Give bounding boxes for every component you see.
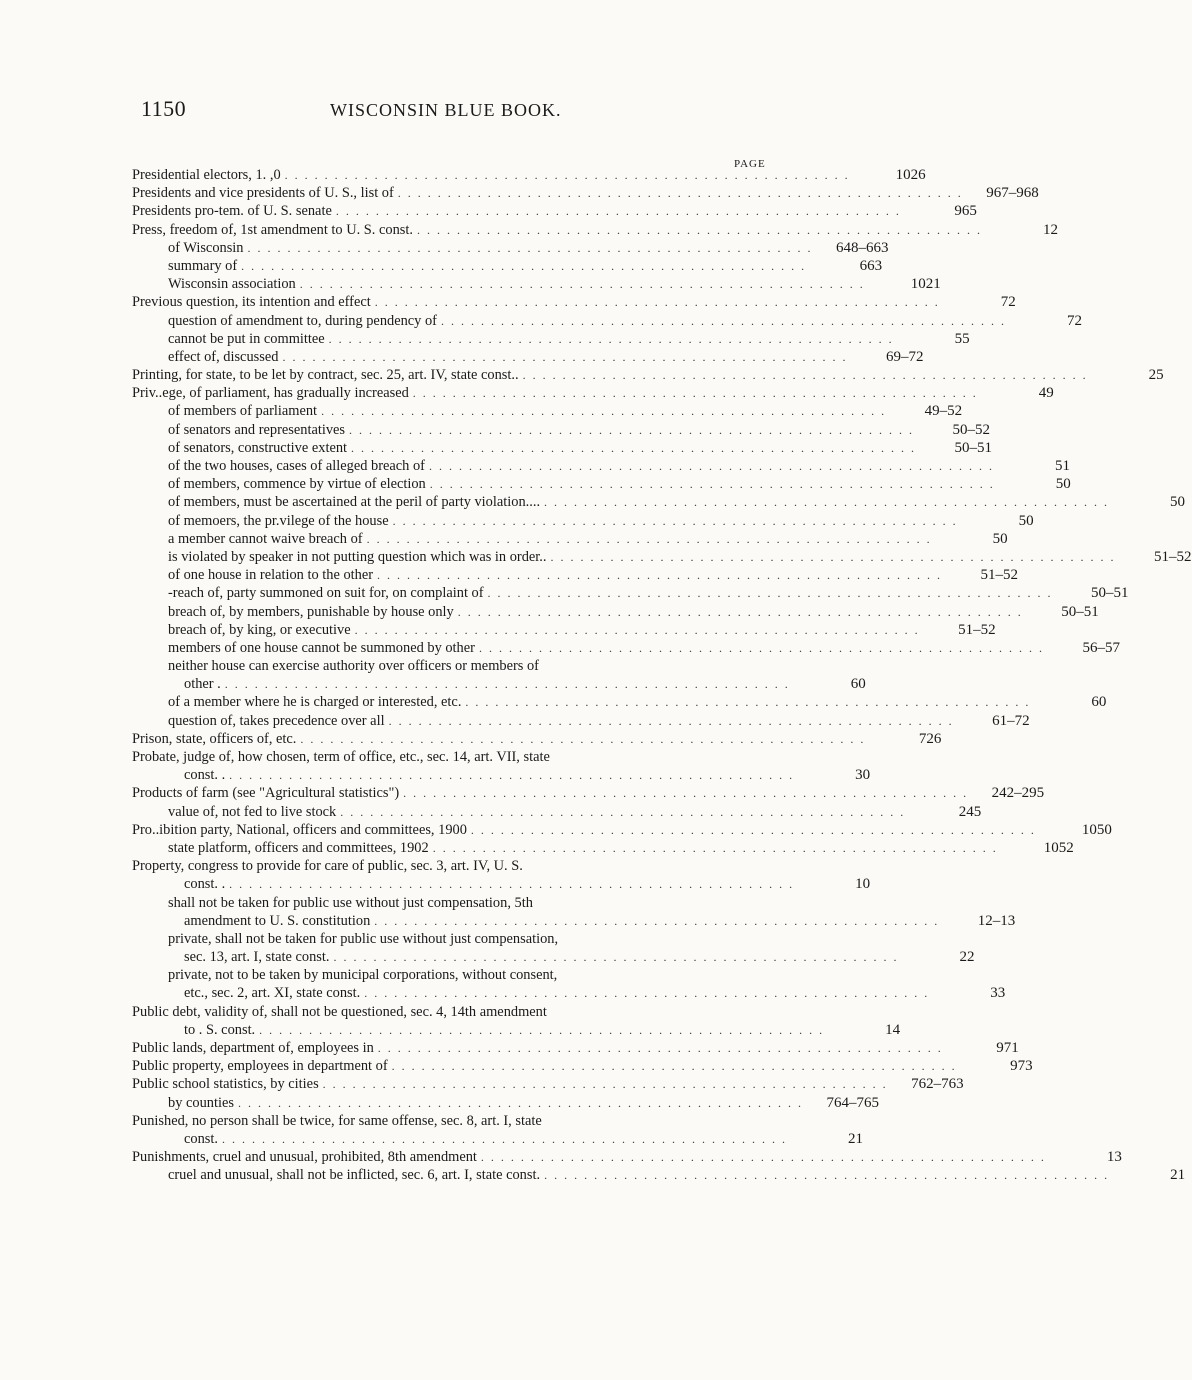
entry-text: const. . bbox=[184, 767, 226, 784]
index-entry bbox=[132, 712, 1030, 730]
entry-text: Presidents pro-tem. of U. S. senate bbox=[132, 203, 332, 220]
index-entry bbox=[132, 257, 883, 275]
entry-text: of senators and representatives bbox=[168, 421, 346, 438]
dot-leader: . . . . . . . . . . . . . . . . . . . . . . . . . . . . . . . . . . . . . . . . . . . . . . . . . . . . . . . . . bbox=[229, 877, 795, 892]
dot-leader: . . . . . . . . . . . . . . . . . . . . . . . . . . . . . . . . . . . . . . . . . . . . . . . . . . . . . . . . . bbox=[282, 349, 848, 364]
entry-text: of members, commence by virtue of election bbox=[168, 476, 426, 493]
dot-leader: . . . . . . . . . . . . . . . . . . . . . . . . . . . . . . . . . . . . . . . . . . . . . . . . . . . . . . . . . bbox=[470, 822, 1036, 837]
entry-text: Probate, judge of, how chosen, term of office, etc., sec. 14, art. VII, state bbox=[132, 749, 550, 765]
index-entry bbox=[132, 784, 1045, 802]
entry-page: 12–13 bbox=[977, 912, 1016, 929]
entry-text: cruel and unusual, shall not be inflicted, sec. 6, art. I, state const. bbox=[168, 1167, 541, 1184]
entry-text: cannot be put in committee bbox=[168, 330, 325, 347]
entry-text: const. . bbox=[184, 876, 226, 893]
entry-text: is violated by speaker in not putting question which was in order.. bbox=[168, 548, 547, 565]
index-entry bbox=[132, 1130, 863, 1148]
entry-page: 1026 bbox=[895, 167, 926, 183]
entry-text: by counties bbox=[168, 1094, 234, 1111]
page-column-label: PAGE bbox=[734, 158, 766, 170]
entry-page: 55 bbox=[954, 330, 970, 347]
entry-text: question of amendment to, during pendency of bbox=[168, 312, 437, 329]
entry-text: Public property, employees in department of bbox=[132, 1058, 388, 1075]
entry-text: shall not be taken for public use without just compensation, 5th bbox=[168, 894, 533, 911]
index-entry bbox=[132, 439, 993, 457]
dot-leader: . . . . . . . . . . . . . . . . . . . . . . . . . . . . . . . . . . . . . . . . . . . . . . . . . . . . . . . . . bbox=[351, 440, 917, 455]
index-entry bbox=[132, 239, 889, 257]
dot-leader: . . . . . . . . . . . . . . . . . . . . . . . . . . . . . . . . . . . . . . . . . . . . . . . . . . . . . . . . . bbox=[322, 1077, 888, 1092]
index-entry bbox=[132, 1166, 1186, 1184]
entry-page: 971 bbox=[996, 1040, 1019, 1056]
dot-leader: . . . . . . . . . . . . . . . . . . . . . . . . . . . . . . . . . . . . . . . . . . . . . . . . . . . . . . . . . bbox=[354, 622, 920, 637]
dot-leader: . . . . . . . . . . . . . . . . . . . . . . . . . . . . . . . . . . . . . . . . . . . . . . . . . . . . . . . . . bbox=[224, 677, 790, 692]
entry-text: sec. 13, art. I, state const. bbox=[184, 949, 330, 966]
entry-page: 13 bbox=[1106, 1149, 1122, 1166]
entry-text: members of one house cannot be summoned by other bbox=[168, 639, 475, 656]
dot-leader: . . . . . . . . . . . . . . . . . . . . . . . . . . . . . . . . . . . . . . . . . . . . . . . . . . . . . . . . . bbox=[349, 422, 915, 437]
entry-page: 973 bbox=[1010, 1058, 1033, 1075]
dot-leader: . . . . . . . . . . . . . . . . . . . . . . . . . . . . . . . . . . . . . . . . . . . . . . . . . . . . . . . . . bbox=[321, 404, 887, 419]
dot-leader: . . . . . . . . . . . . . . . . . . . . . . . . . . . . . . . . . . . . . . . . . . . . . . . . . . . . . . . . . bbox=[487, 586, 1053, 601]
entry-page: 30 bbox=[855, 767, 871, 784]
entry-text: Previous question, its intention and effect bbox=[132, 294, 371, 311]
entry-text: of senators, constructive extent bbox=[168, 439, 348, 456]
entry-page: 60 bbox=[1091, 694, 1107, 711]
entry-text: of the two houses, cases of alleged breach of bbox=[168, 458, 425, 474]
entry-text: breach of, by members, punishable by house only bbox=[168, 603, 454, 620]
entry-page: 22 bbox=[959, 949, 975, 966]
dot-leader: . . . . . . . . . . . . . . . . . . . . . . . . . . . . . . . . . . . . . . . . . . . . . . . . . . . . . . . . . bbox=[550, 549, 1116, 564]
index-entry bbox=[132, 1057, 1033, 1075]
dot-leader: . . . . . . . . . . . . . . . . . . . . . . . . . . . . . . . . . . . . . . . . . . . . . . . . . . . . . . . . . bbox=[428, 459, 994, 473]
entry-page: 51–52 bbox=[980, 567, 1019, 584]
entry-text: Products of farm (see "Agricultural statistics") bbox=[132, 785, 400, 802]
index-entry bbox=[132, 221, 1058, 239]
index-entry bbox=[132, 803, 982, 821]
entry-text: other . bbox=[184, 676, 221, 693]
entry-page: 72 bbox=[1000, 294, 1016, 311]
entry-page: 50–52 bbox=[952, 421, 991, 438]
entry-text: Wisconsin association bbox=[168, 276, 296, 293]
entry-text: -reach of, party summoned on suit for, on complaint of bbox=[168, 585, 484, 602]
entry-text: amendment to U. S. constitution bbox=[184, 912, 371, 929]
dot-leader: . . . . . . . . . . . . . . . . . . . . . . . . . . . . . . . . . . . . . . . . . . . . . . . . . . . . . . . . . bbox=[544, 495, 1110, 510]
index-list bbox=[132, 166, 1192, 1185]
index-entry bbox=[132, 821, 1112, 839]
dot-leader: . . . . . . . . . . . . . . . . . . . . . . . . . . . . . . . . . . . . . . . . . . . . . . . . . . . . . . . . . bbox=[300, 731, 866, 746]
dot-leader: . . . . . . . . . . . . . . . . . . . . . . . . . . . . . . . . . . . . . . . . . . . . . . . . . . . . . . . . . bbox=[335, 204, 901, 219]
entry-text: of members, must be ascertained at the peril of party violation.... bbox=[168, 494, 541, 511]
entry-text: etc., sec. 2, art. XI, state const. bbox=[184, 985, 361, 1002]
entry-page: 51–52 bbox=[1154, 548, 1192, 565]
entry-text: Public lands, department of, employees in bbox=[132, 1040, 374, 1056]
entry-text: const. bbox=[184, 1130, 218, 1147]
index-entry bbox=[132, 839, 1074, 857]
entry-page: 762–763 bbox=[911, 1076, 964, 1093]
entry-text: of memoers, the pr.vilege of the house bbox=[168, 512, 389, 529]
index-entry bbox=[132, 1094, 879, 1112]
entry-page: 50 bbox=[1055, 476, 1071, 493]
entry-text: a member cannot waive breach of bbox=[168, 530, 363, 547]
entry-page: 648–663 bbox=[836, 239, 889, 256]
index-entry bbox=[132, 603, 1099, 621]
dot-leader: . . . . . . . . . . . . . . . . . . . . . . . . . . . . . . . . . . . . . . . . . . . . . . . . . . . . . . . . . bbox=[259, 1022, 825, 1037]
dot-leader: . . . . . . . . . . . . . . . . . . . . . . . . . . . . . . . . . . . . . . . . . . . . . . . . . . . . . . . . . bbox=[457, 604, 1023, 619]
index-entry bbox=[132, 1148, 1122, 1166]
index-entry bbox=[132, 1021, 901, 1039]
dot-leader: . . . . . . . . . . . . . . . . . . . . . . . . . . . . . . . . . . . . . . . . . . . . . . . . . . . . . . . . . bbox=[247, 240, 813, 255]
entry-text: Presidents and vice presidents of U. S., list of bbox=[132, 185, 394, 202]
dot-leader: . . . . . . . . . . . . . . . . . . . . . . . . . . . . . . . . . . . . . . . . . . . . . . . . . . . . . . . . . bbox=[374, 913, 940, 928]
dot-leader: . . . . . . . . . . . . . . . . . . . . . . . . . . . . . . . . . . . . . . . . . . . . . . . . . . . . . . . . . bbox=[412, 386, 978, 401]
index-entry bbox=[132, 493, 1186, 511]
index-entry bbox=[132, 730, 942, 748]
dot-leader: . . . . . . . . . . . . . . . . . . . . . . . . . . . . . . . . . . . . . . . . . . . . . . . . . . . . . . . . . bbox=[432, 840, 998, 855]
index-entry bbox=[132, 293, 1016, 311]
entry-page: 50–51 bbox=[1091, 585, 1129, 602]
entry-text: to . S. const. bbox=[184, 1021, 256, 1038]
entry-text: Punishments, cruel and unusual, prohibited, 8th amendment bbox=[132, 1149, 477, 1166]
entry-page: 1052 bbox=[1043, 839, 1074, 856]
entry-text: Presidential electors, 1. ,0 bbox=[132, 167, 281, 183]
dot-leader: . . . . . . . . . . . . . . . . . . . . . . . . . . . . . . . . . . . . . . . . . . . . . . . . . . . . . . . . . bbox=[229, 768, 795, 783]
index-entry bbox=[132, 1039, 1019, 1057]
entry-page: 60 bbox=[850, 676, 866, 693]
entry-page: 663 bbox=[859, 257, 883, 274]
dot-leader: . . . . . . . . . . . . . . . . . . . . . . . . . . . . . . . . . . . . . . . . . . . . . . . . . . . . . . . . . bbox=[392, 513, 958, 528]
index-entry bbox=[132, 948, 975, 966]
entry-page: 10 bbox=[855, 876, 871, 893]
index-entry bbox=[132, 984, 1006, 1002]
index-entry bbox=[132, 421, 991, 439]
entry-page: 69–72 bbox=[885, 348, 924, 365]
index-entry bbox=[132, 912, 1016, 930]
index-entry bbox=[132, 966, 772, 984]
entry-text: breach of, by king, or executive bbox=[168, 621, 351, 638]
dot-leader: . . . . . . . . . . . . . . . . . . . . . . . . . . . . . . . . . . . . . . . . . . . . . . . . . . . . . . . . . bbox=[522, 368, 1088, 383]
dot-leader: . . . . . . . . . . . . . . . . . . . . . . . . . . . . . . . . . . . . . . . . . . . . . . . . . . . . . . . . . bbox=[221, 1131, 787, 1146]
entry-text: effect of, discussed bbox=[168, 348, 279, 365]
dot-leader: . . . . . . . . . . . . . . . . . . . . . . . . . . . . . . . . . . . . . . . . . . . . . . . . . . . . . . . . . bbox=[403, 786, 969, 801]
entry-page: 965 bbox=[954, 203, 977, 220]
entry-page: 49–52 bbox=[924, 403, 963, 420]
index-entry bbox=[132, 657, 772, 675]
index-entry bbox=[132, 875, 871, 893]
entry-text: Public school statistics, by cities bbox=[132, 1076, 319, 1093]
entry-text: question of, takes precedence over all bbox=[168, 712, 385, 729]
entry-page: 61–72 bbox=[992, 712, 1030, 729]
dot-leader: . . . . . . . . . . . . . . . . . . . . . . . . . . . . . . . . . . . . . . . . . . . . . . . . . . . . . . . . . bbox=[333, 950, 899, 965]
entry-text: Priv..ege, of parliament, has gradually increased bbox=[132, 385, 409, 402]
index-entry bbox=[132, 930, 772, 948]
entry-page: 245 bbox=[958, 803, 982, 820]
dot-leader: . . . . . . . . . . . . . . . . . . . . . . . . . . . . . . . . . . . . . . . . . . . . . . . . . . . . . . . . . bbox=[237, 1095, 803, 1110]
entry-page: 21 bbox=[1170, 1167, 1186, 1184]
index-entry bbox=[132, 184, 1039, 202]
index-entry bbox=[132, 748, 772, 766]
entry-text: Press, freedom of, 1st amendment to U. S. const. bbox=[132, 221, 413, 238]
entry-page: 50–51 bbox=[954, 439, 993, 456]
dot-leader: . . . . . . . . . . . . . . . . . . . . . . . . . . . . . . . . . . . . . . . . . . . . . . . . . . . . . . . . . bbox=[284, 168, 850, 182]
entry-page: 72 bbox=[1066, 312, 1082, 329]
entry-page: 764–765 bbox=[826, 1094, 879, 1111]
dot-leader: . . . . . . . . . . . . . . . . . . . . . . . . . . . . . . . . . . . . . . . . . . . . . . . . . . . . . . . . . bbox=[465, 695, 1031, 710]
index-entry bbox=[132, 530, 1008, 548]
index-entry bbox=[132, 639, 1120, 657]
index-entry bbox=[132, 584, 1129, 602]
dot-leader: . . . . . . . . . . . . . . . . . . . . . . . . . . . . . . . . . . . . . . . . . . . . . . . . . . . . . . . . . bbox=[340, 804, 906, 819]
entry-text: Printing, for state, to be let by contract, sec. 25, art. IV, state const.. bbox=[132, 367, 519, 384]
dot-leader: . . . . . . . . . . . . . . . . . . . . . . . . . . . . . . . . . . . . . . . . . . . . . . . . . . . . . . . . . bbox=[328, 331, 894, 346]
entry-page: 25 bbox=[1148, 367, 1164, 384]
entry-text: of members of parliament bbox=[168, 403, 318, 420]
index-entry bbox=[132, 566, 1019, 584]
entry-page: 50 bbox=[1018, 512, 1034, 529]
dot-leader: . . . . . . . . . . . . . . . . . . . . . . . . . . . . . . . . . . . . . . . . . . . . . . . . . . . . . . . . . bbox=[377, 568, 943, 583]
dot-leader: . . . . . . . . . . . . . . . . . . . . . . . . . . . . . . . . . . . . . . . . . . . . . . . . . . . . . . . . . bbox=[416, 222, 982, 237]
index-entry bbox=[132, 1112, 772, 1130]
index-entry bbox=[132, 312, 1082, 330]
entry-text: state platform, officers and committees, 1902 bbox=[168, 839, 429, 856]
entry-page: 51 bbox=[1054, 458, 1070, 474]
index-entry bbox=[132, 348, 924, 366]
entry-page: 1050 bbox=[1081, 821, 1112, 838]
entry-page: 21 bbox=[847, 1130, 863, 1147]
entry-text: summary of bbox=[168, 257, 238, 274]
dot-leader: . . . . . . . . . . . . . . . . . . . . . . . . . . . . . . . . . . . . . . . . . . . . . . . . . . . . . . . . . bbox=[241, 258, 807, 273]
dot-leader: . . . . . . . . . . . . . . . . . . . . . . . . . . . . . . . . . . . . . . . . . . . . . . . . . . . . . . . . . bbox=[366, 531, 932, 546]
dot-leader: . . . . . . . . . . . . . . . . . . . . . . . . . . . . . . . . . . . . . . . . . . . . . . . . . . . . . . . . . bbox=[544, 1168, 1110, 1183]
page-number: 1150 bbox=[141, 96, 187, 121]
index-entry bbox=[132, 402, 963, 420]
dot-leader: . . . . . . . . . . . . . . . . . . . . . . . . . . . . . . . . . . . . . . . . . . . . . . . . . . . . . . . . . bbox=[478, 640, 1044, 655]
entry-page: 50–51 bbox=[1061, 603, 1099, 620]
entry-page: 56–57 bbox=[1082, 639, 1120, 656]
entry-page: 1021 bbox=[910, 276, 941, 293]
index-entry bbox=[132, 766, 871, 784]
running-head: WISCONSIN BLUE BOOK. bbox=[330, 100, 562, 120]
entry-page: 49 bbox=[1038, 385, 1054, 402]
dot-leader: . . . . . . . . . . . . . . . . . . . . . . . . . . . . . . . . . . . . . . . . . . . . . . . . . . . . . . . . . bbox=[377, 1041, 943, 1055]
dot-leader: . . . . . . . . . . . . . . . . . . . . . . . . . . . . . . . . . . . . . . . . . . . . . . . . . . . . . . . . . bbox=[480, 1150, 1046, 1165]
index-entry bbox=[132, 366, 1164, 384]
entry-text: Prison, state, officers of, etc. bbox=[132, 730, 297, 747]
index-entry bbox=[132, 457, 1070, 475]
entry-text: value of, not fed to live stock bbox=[168, 803, 337, 820]
entry-text: of one house in relation to the other bbox=[168, 567, 374, 584]
dot-leader: . . . . . . . . . . . . . . . . . . . . . . . . . . . . . . . . . . . . . . . . . . . . . . . . . . . . . . . . . bbox=[397, 186, 963, 201]
entry-text: of Wisconsin bbox=[168, 239, 244, 256]
index-entry bbox=[132, 475, 1071, 493]
index-entry bbox=[132, 548, 1192, 566]
entry-text: neither house can exercise authority over officers or members of bbox=[168, 658, 539, 675]
index-entry bbox=[132, 621, 996, 639]
entry-page: 12 bbox=[1042, 221, 1058, 238]
index-entry bbox=[132, 512, 1034, 530]
index-entry bbox=[132, 330, 970, 348]
index-entry bbox=[132, 202, 977, 220]
index-entry bbox=[132, 1003, 772, 1021]
dot-leader: . . . . . . . . . . . . . . . . . . . . . . . . . . . . . . . . . . . . . . . . . . . . . . . . . . . . . . . . . bbox=[388, 713, 954, 728]
entry-text: private, not to be taken by municipal corporations, without consent, bbox=[168, 967, 558, 984]
dot-leader: . . . . . . . . . . . . . . . . . . . . . . . . . . . . . . . . . . . . . . . . . . . . . . . . . . . . . . . . . bbox=[299, 277, 865, 292]
index-entry bbox=[132, 275, 941, 293]
dot-leader: . . . . . . . . . . . . . . . . . . . . . . . . . . . . . . . . . . . . . . . . . . . . . . . . . . . . . . . . . bbox=[374, 295, 940, 310]
entry-text: of a member where he is charged or interested, etc. bbox=[168, 694, 462, 711]
entry-page: 967–968 bbox=[986, 185, 1039, 202]
index-entry bbox=[132, 693, 1107, 711]
entry-text: Pro..ibition party, National, officers and committees, 1900 bbox=[132, 821, 467, 838]
entry-page: 33 bbox=[990, 985, 1006, 1002]
entry-page: 726 bbox=[918, 730, 942, 747]
index-entry bbox=[132, 857, 772, 875]
entry-text: Punished, no person shall be twice, for same offense, sec. 8, art. I, state bbox=[132, 1112, 542, 1129]
entry-page: 50 bbox=[992, 530, 1008, 547]
index-entry bbox=[132, 1075, 964, 1093]
index-entry bbox=[132, 894, 772, 912]
dot-leader: . . . . . . . . . . . . . . . . . . . . . . . . . . . . . . . . . . . . . . . . . . . . . . . . . . . . . . . . . bbox=[440, 313, 1006, 328]
entry-text: private, shall not be taken for public use without just compensation, bbox=[168, 930, 559, 947]
dot-leader: . . . . . . . . . . . . . . . . . . . . . . . . . . . . . . . . . . . . . . . . . . . . . . . . . . . . . . . . . bbox=[364, 986, 930, 1001]
entry-page: 50 bbox=[1170, 494, 1186, 511]
entry-page: 51–52 bbox=[958, 621, 996, 638]
entry-page: 242–295 bbox=[991, 785, 1045, 802]
dot-leader: . . . . . . . . . . . . . . . . . . . . . . . . . . . . . . . . . . . . . . . . . . . . . . . . . . . . . . . . . bbox=[429, 477, 995, 492]
entry-text: Property, congress to provide for care of public, sec. 3, art. IV, U. S. bbox=[132, 858, 523, 875]
entry-page: 14 bbox=[885, 1021, 901, 1038]
index-entry bbox=[132, 384, 1054, 402]
index-entry bbox=[132, 675, 866, 693]
dot-leader: . . . . . . . . . . . . . . . . . . . . . . . . . . . . . . . . . . . . . . . . . . . . . . . . . . . . . . . . . bbox=[391, 1059, 957, 1074]
index-entry bbox=[132, 166, 926, 184]
entry-text: Public debt, validity of, shall not be questioned, sec. 4, 14th amendment bbox=[132, 1003, 547, 1020]
